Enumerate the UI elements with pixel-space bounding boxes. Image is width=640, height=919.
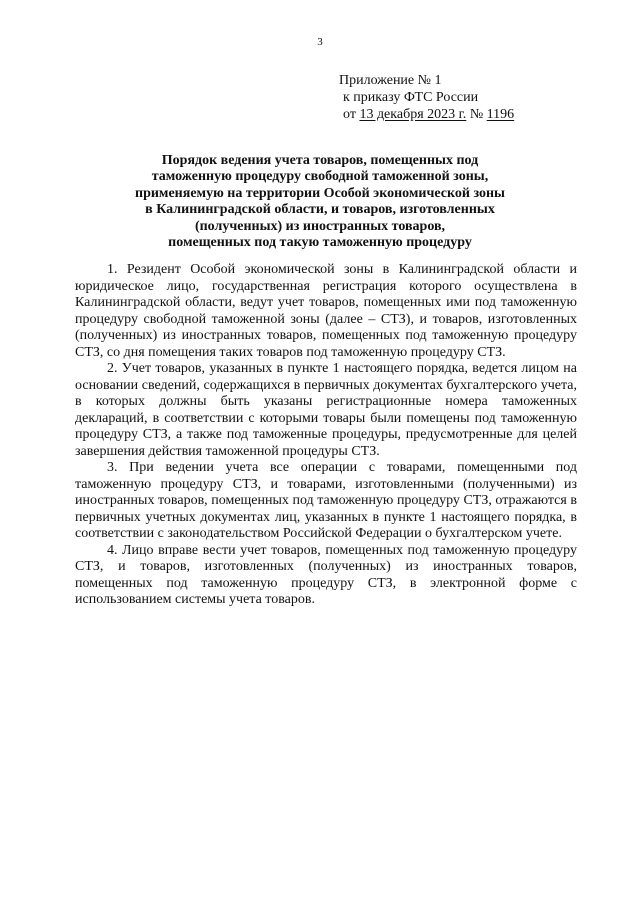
order-number: 1196 [486,107,515,122]
appendix-header [339,72,514,123]
title-line: таможенную процедуру свободной таможенной зоны, [151,169,489,185]
title-line: в Калининградской области, и товаров, изготовленных [145,202,495,218]
order-date-prefix: от [343,107,360,122]
document-title [70,153,570,251]
title-line: (полученных) из иностранных товаров, [194,218,446,234]
order-date-line [339,106,514,123]
order-date: 13 декабря 2023 г. [359,107,467,122]
title-line: Порядок ведения учета товаров, помещенных под [161,153,479,168]
page-number: 3 [317,36,323,48]
order-reference: к приказу ФТС России [343,90,479,105]
title-line: применяемую на территории Особой экономической зоны [135,185,505,201]
document-body [75,262,577,609]
paragraph-2: 2. Учет товаров, указанных в пункте 1 настоящего порядка, ведется лицом на основании сведений, содержащихся в первичных документах бухгалтерского учета, в которых должны быть указаны регистрационные номера таможенных деклараций, в соответствии с которыми товары были помещены под таможенную процедуру СТЗ, а также под таможенные процедуры, предусмотренные для целей завершения действия таможенной процедуры СТЗ. [75,361,577,459]
paragraph-1: 1. Резидент Особой экономической зоны в Калининградской области и юридическое лицо, государственная регистрация которого осуществлена в Калининградской области, ведут учет товаров, помещенных ими под таможенную процедуру свободной таможенной зоны (далее – СТЗ), и товаров, изготовленных (полученных) из иностранных товаров, помещенных под таможенную процедуру СТЗ, со дня помещения таких товаров под таможенную процедуру СТЗ. [75,262,577,360]
title-line: помещенных под такую таможенную процедуру [168,235,472,251]
appendix-label: Приложение № 1 [339,73,442,88]
order-number-sign: № [466,107,487,122]
paragraph-4: 4. Лицо вправе вести учет товаров, помещенных под таможенную процедуру СТЗ, и товаров, изготовленных (полученных) из иностранных товаров, помещенных под таможенную процедуру СТЗ, в электронной форме с использованием системы учета товаров. [75,542,577,607]
paragraph-3: 3. При ведении учета все операции с товарами, помещенными под таможенную процедуру СТЗ, и товарами, изготовленными (полученными) из иностранных товаров, помещенных под таможенную процедуру СТЗ, отражаются в первичных учетных документах лиц, указанных в пункте 1 настоящего порядка, в соответствии с законодательством Российской Федерации о бухгалтерском учете. [75,460,577,541]
